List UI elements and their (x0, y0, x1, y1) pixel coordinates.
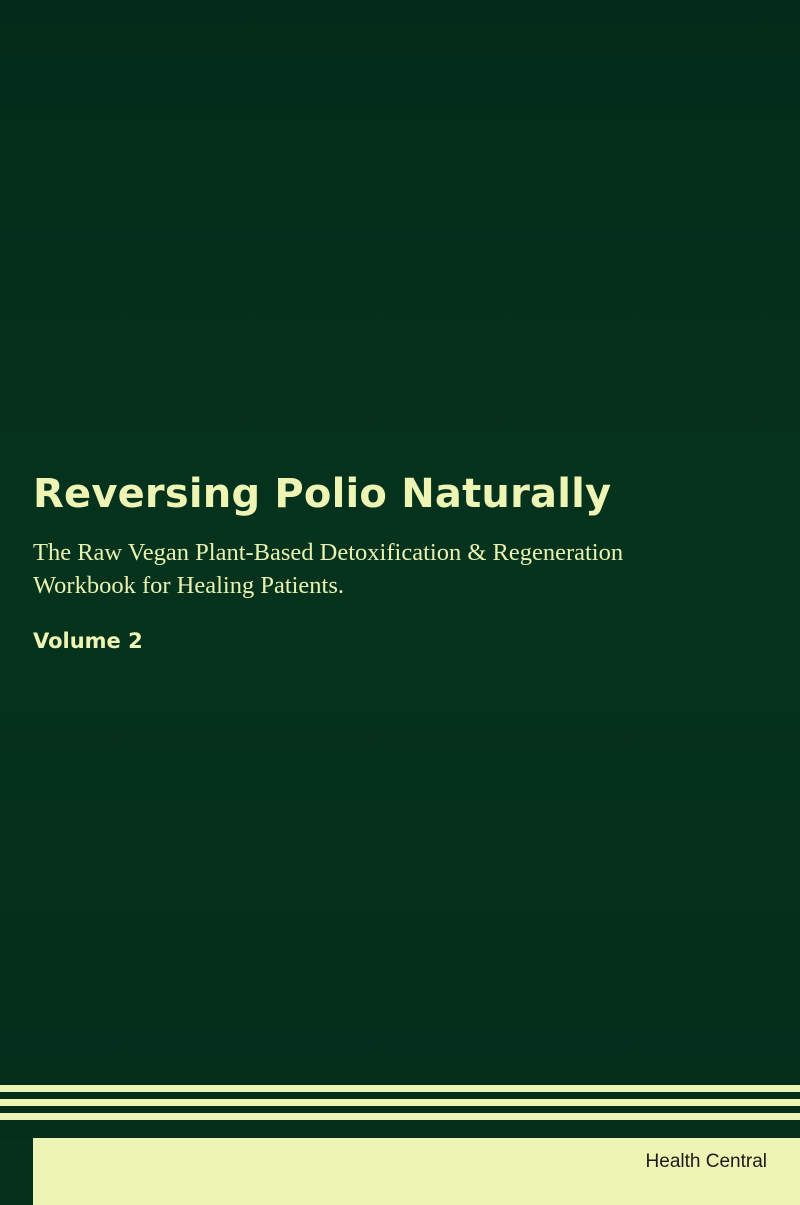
cover-footer (0, 1138, 800, 1205)
stripe-middle (0, 1099, 800, 1106)
page-title: Reversing Polio Naturally (33, 471, 612, 517)
cover-subtitle: The Raw Vegan Plant-Based Detoxification & Regeneration Workbook for Healing Patients. (33, 539, 624, 599)
footer-accent-block (0, 1138, 33, 1205)
cover-title-block (33, 470, 740, 654)
stripe-bottom (0, 1113, 800, 1120)
cover-volume: Volume 2 (33, 629, 143, 653)
publisher-name: Health Central (645, 1151, 767, 1172)
stripe-top (0, 1085, 800, 1092)
decorative-stripes (0, 1080, 800, 1138)
